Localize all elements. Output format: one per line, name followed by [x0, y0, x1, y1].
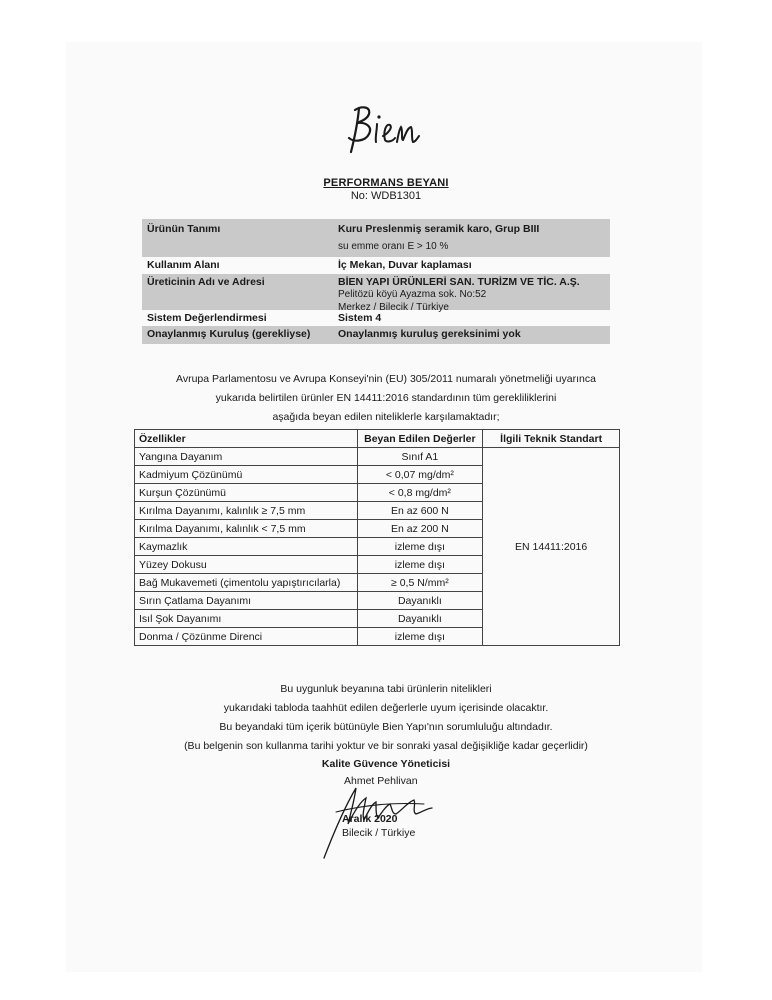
bien-logo: [0, 96, 772, 166]
manufacturer-address-line1: Pelitözü köyü Ayazma sok. No:52: [338, 289, 487, 300]
property-cell: Kaymazlık: [135, 538, 358, 556]
performance-table: [134, 429, 620, 646]
info-row-product: [142, 219, 610, 257]
document-title: PERFORMANS BEYANI: [323, 177, 449, 189]
product-value: Kuru Preslenmiş seramik karo, Grup BIII: [338, 223, 540, 235]
intro-line-1: Avrupa Parlamentosu ve Avrupa Konseyi'nin (EU) 305/2011 numaralı yönetmeliği uyarınca: [176, 373, 596, 385]
value-cell: Dayanıklı: [357, 592, 483, 610]
footer-line-1: Bu uygunluk beyanına tabi ürünlerin nitelikleri: [280, 683, 492, 695]
manufacturer-name: BİEN YAPI ÜRÜNLERİ SAN. TURİZM VE TİC. A.Ş.: [338, 276, 580, 288]
table-row: [135, 448, 620, 466]
value-cell: Dayanıklı: [357, 610, 483, 628]
value-cell: izleme dışı: [357, 556, 483, 574]
info-row-system: [142, 310, 610, 326]
footer-line-3: Bu beyandaki tüm içerik bütünüyle Bien Yapı'nın sorumluluğu altındadır.: [219, 721, 553, 733]
usage-value: İç Mekan, Duvar kaplaması: [338, 259, 472, 271]
value-cell: En az 200 N: [357, 520, 483, 538]
value-cell: Sınıf A1: [357, 448, 483, 466]
approved-body-value: Onaylanmış kuruluş gereksinimi yok: [338, 328, 521, 340]
system-value: Sistem 4: [338, 312, 382, 324]
value-cell: < 0,07 mg/dm²: [357, 466, 483, 484]
property-cell: Yangına Dayanım: [135, 448, 358, 466]
value-cell: ≥ 0,5 N/mm²: [357, 574, 483, 592]
property-cell: Kırılma Dayanımı, kalınlık ≥ 7,5 mm: [135, 502, 358, 520]
intro-line-3: aşağıda beyan edilen niteliklerle karşılamaktadır;: [272, 411, 500, 423]
header-technical-standard: İlgili Teknik Standart: [483, 430, 620, 448]
property-cell: Sırın Çatlama Dayanımı: [135, 592, 358, 610]
info-row-approved-body: [142, 326, 610, 344]
intro-line-2: yukarıda belirtilen ürünler EN 14411:2016 standardının tüm gerekliliklerini: [215, 392, 557, 404]
product-note: su emme oranı E > 10 %: [338, 241, 449, 252]
manufacturer-address-line2: Merkez / Bilecik / Türkiye: [338, 302, 449, 313]
table-header-row: [135, 430, 620, 448]
property-cell: Kurşun Çözünümü: [135, 484, 358, 502]
signatory-role: Kalite Güvence Yöneticisi: [321, 758, 451, 770]
signatory-name: Ahmet Pehlivan: [344, 775, 418, 787]
value-cell: izleme dışı: [357, 538, 483, 556]
info-row-manufacturer: [142, 274, 610, 313]
property-cell: Bağ Mukavemeti (çimentolu yapıştırıcılarla): [135, 574, 358, 592]
signature-place: Bilecik / Türkiye: [342, 827, 416, 839]
product-label: Ürünün Tanımı: [147, 223, 221, 235]
property-cell: Isıl Şok Dayanımı: [135, 610, 358, 628]
system-label: Sistem Değerlendirmesi: [147, 312, 267, 324]
property-cell: Yüzey Dokusu: [135, 556, 358, 574]
signature-date: Aralık 2020: [342, 813, 398, 825]
value-cell: En az 600 N: [357, 502, 483, 520]
property-cell: Donma / Çözünme Direnci: [135, 628, 358, 646]
header-declared-values: Beyan Edilen Değerler: [357, 430, 483, 448]
manufacturer-label: Üreticinin Adı ve Adresi: [147, 276, 265, 288]
header-properties: Özellikler: [135, 430, 358, 448]
footer-line-4: (Bu belgenin son kullanma tarihi yoktur ve bir sonraki yasal değişikliğe kadar geçerlidir): [184, 740, 588, 752]
value-cell: < 0,8 mg/dm²: [357, 484, 483, 502]
value-cell: izleme dışı: [357, 628, 483, 646]
usage-label: Kullanım Alanı: [147, 259, 220, 271]
info-row-usage: [142, 257, 610, 274]
footer-line-2: yukarıdaki tabloda taahhüt edilen değerlerle uyum içerisinde olacaktır.: [223, 702, 549, 714]
product-info-block: [142, 219, 610, 344]
standard-cell: EN 14411:2016: [483, 448, 620, 646]
document-number: No: WDB1301: [350, 190, 422, 202]
signature-block: [320, 772, 460, 864]
property-cell: Kırılma Dayanımı, kalınlık < 7,5 mm: [135, 520, 358, 538]
property-cell: Kadmiyum Çözünümü: [135, 466, 358, 484]
handwritten-signature: [320, 772, 460, 864]
bien-logo-mark: [341, 96, 431, 166]
approved-body-label: Onaylanmış Kuruluş (gerekliyse): [147, 328, 311, 340]
